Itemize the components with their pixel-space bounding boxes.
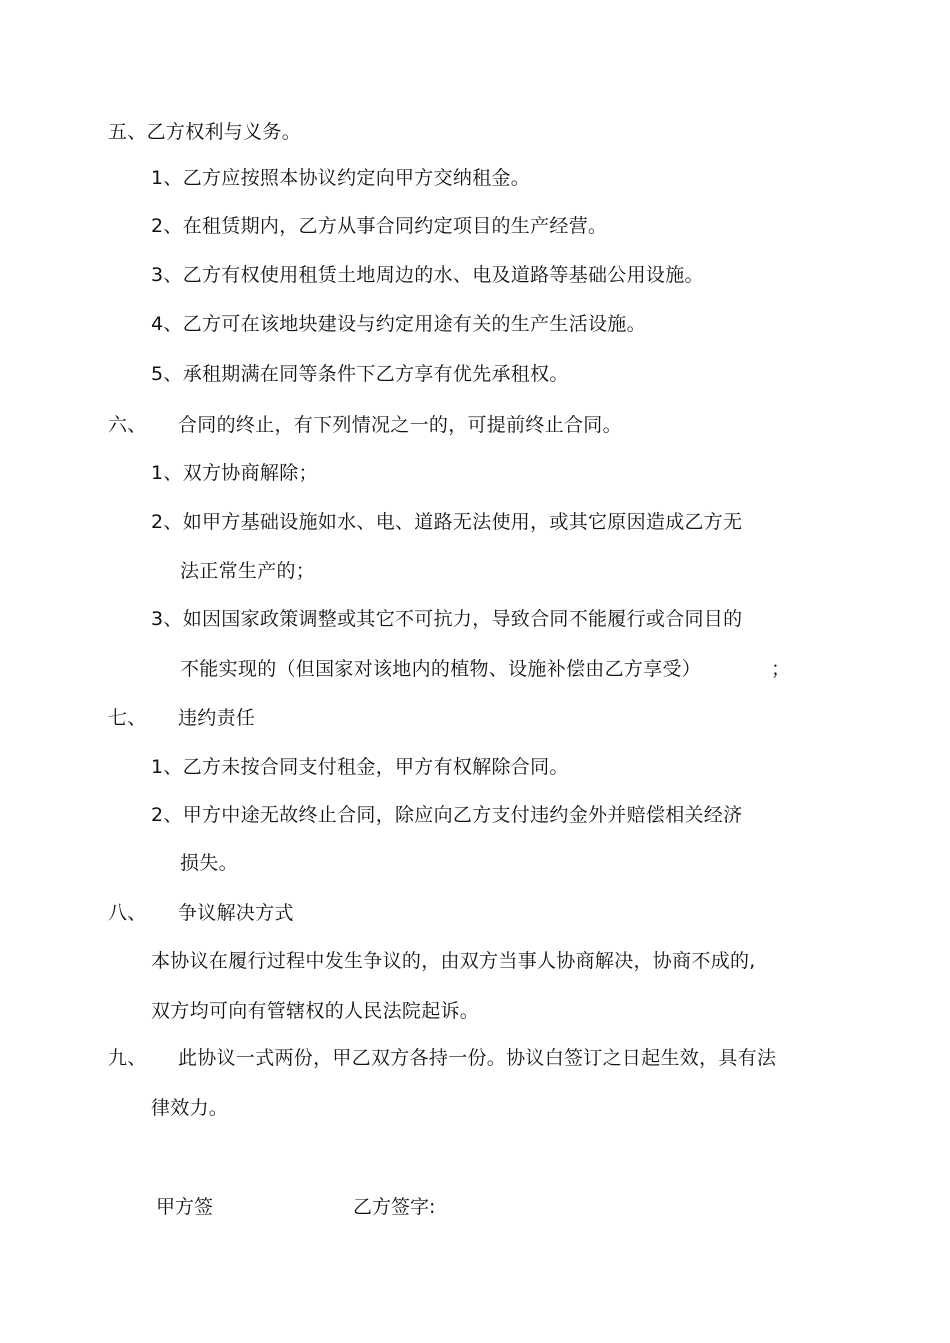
section-6-item-3-end: ； xyxy=(771,658,791,680)
section-6-item-3: 3、如因国家政策调整或其它不可抗力，导致合同不能履行或合同目的 xyxy=(151,608,743,630)
section-7-title: 违约责任 xyxy=(178,707,256,729)
section-5-item-5: 5、承租期满在同等条件下乙方享有优先承租权。 xyxy=(151,363,569,385)
section-8-number: 八、 xyxy=(108,902,147,924)
section-6-title: 合同的终止，有下列情况之一的，可提前终止合同。 xyxy=(178,414,622,436)
section-5-heading: 五、乙方权利与义务。 xyxy=(108,121,302,143)
section-5-item-2: 2、在租赁期内，乙方从事合同约定项目的生产经营。 xyxy=(151,215,608,237)
section-6-item-2: 2、如甲方基础设施如水、电、道路无法使用，或其它原因造成乙方无 xyxy=(151,511,743,533)
section-7-item-1: 1、乙方未按合同支付租金，甲方有权解除合同。 xyxy=(151,756,569,778)
section-6-item-2-cont: 法正常生产的； xyxy=(180,560,316,582)
party-a-signature-label: 甲方签 xyxy=(156,1196,214,1218)
section-5-item-3: 3、乙方有权使用租赁土地周边的水、电及道路等基础公用设施。 xyxy=(151,264,704,286)
section-5-item-1: 1、乙方应按照本协议约定向甲方交纳租金。 xyxy=(151,167,531,189)
section-6-item-3-cont: 不能实现的（但国家对该地内的植物、设施补偿由乙方享受） xyxy=(180,658,702,680)
section-8-body-line-1: 本协议在履行过程中发生争议的，由双方当事人协商解决，协商不成的, xyxy=(151,950,756,972)
section-7-number: 七、 xyxy=(108,707,147,729)
section-6-item-1: 1、双方协商解除； xyxy=(151,462,318,484)
section-9-number: 九、 xyxy=(108,1047,147,1069)
section-7-item-2-cont: 损失。 xyxy=(180,852,238,874)
section-5-item-4: 4、乙方可在该地块建设与约定用途有关的生产生活设施。 xyxy=(151,313,646,335)
party-b-signature-label: 乙方签字: xyxy=(353,1196,436,1218)
section-7-item-2: 2、甲方中途无故终止合同，除应向乙方支付违约金外并赔偿相关经济 xyxy=(151,804,743,826)
section-9-body-cont: 律效力。 xyxy=(151,1097,229,1119)
section-8-title: 争议解决方式 xyxy=(178,902,294,924)
section-6-number: 六、 xyxy=(108,414,147,436)
section-8-body-line-2: 双方均可向有管辖权的人民法院起诉。 xyxy=(151,1000,480,1022)
section-9-title: 此协议一式两份，甲乙双方各持一份。协议白签订之日起生效，具有法 xyxy=(178,1047,777,1069)
